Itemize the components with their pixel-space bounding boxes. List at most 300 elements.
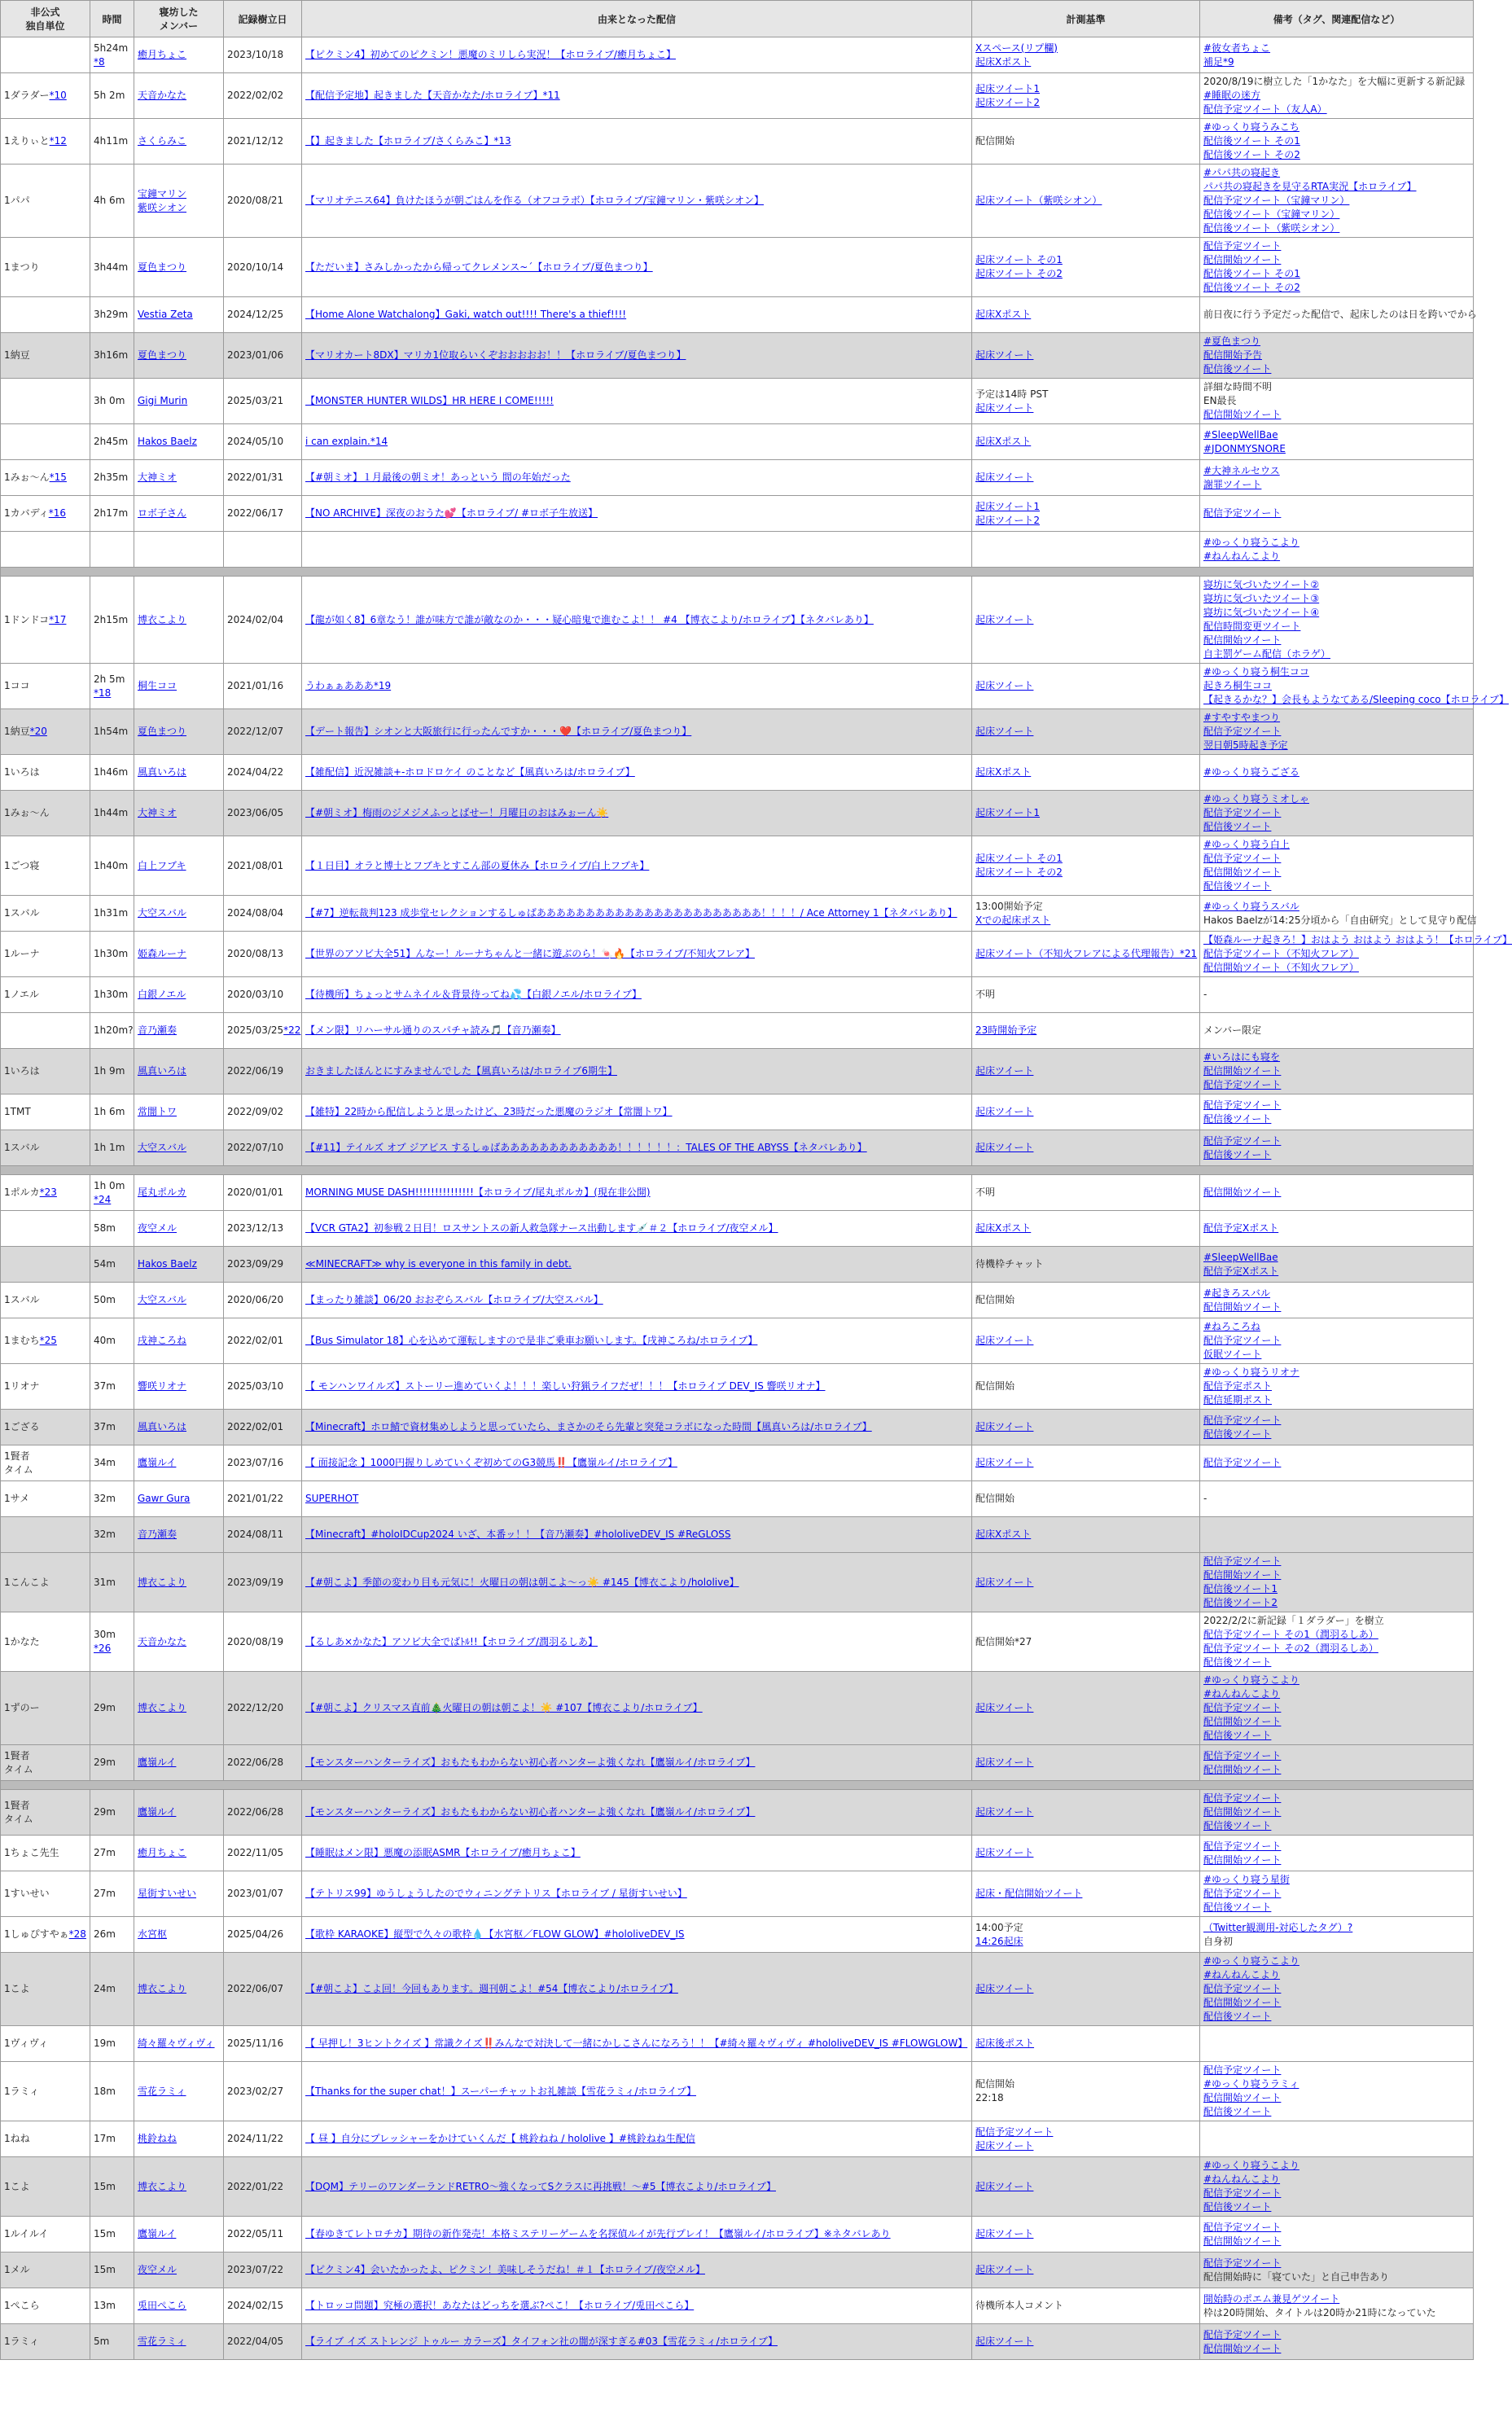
member-link[interactable]: 風真いろは <box>138 1421 187 1432</box>
stream-link[interactable]: 【ピクミン4】初めてのピクミン！悪魔のミリしら実況！【ホロライブ/癒月ちょこ】 <box>305 49 676 60</box>
notes-link[interactable]: 開始時のポエム兼見ゲツイート <box>1203 2292 1340 2305</box>
basis-link[interactable]: 起床ツイート <box>975 1983 1034 1994</box>
notes-link[interactable]: #ゆっくり寝うミオしゃ <box>1203 793 1309 805</box>
stream-link[interactable]: 【テトリス99】ゆうしょうしたのでウィニングテトリス【ホロライブ / 星街すいせい】 <box>305 1888 687 1899</box>
notes-link[interactable]: #ねんねんこより <box>1203 1688 1281 1700</box>
notes-link[interactable]: #起きろスバル <box>1203 1287 1271 1299</box>
notes-link[interactable]: 配信開始ツイート <box>1203 866 1282 878</box>
stream-link[interactable]: 【Bus Simulator 18】心を込めて運転しますので是非ご乗車お願いします。【戌神ころね/ホロライブ】 <box>305 1335 758 1346</box>
notes-link[interactable]: 配信開始ツイート <box>1203 1301 1282 1313</box>
notes-link[interactable]: 配信予定ツイート <box>1203 1749 1282 1761</box>
notes-link[interactable]: 配信延期ポスト <box>1203 1394 1273 1406</box>
stream-link[interactable]: 【るしあ×かなた】アソビ大全でばﾄﾙ!!【ホロライブ/潤羽るしあ】 <box>305 1635 598 1647</box>
notes-link[interactable]: 配信予定ツイート <box>1203 1792 1282 1804</box>
notes-link[interactable]: #彼女者ちょこ <box>1203 42 1271 54</box>
notes-link[interactable]: 配信予定ツイート <box>1203 1335 1282 1346</box>
notes-link[interactable]: 配信予定ツイート <box>1203 807 1282 818</box>
notes-link[interactable]: 配信予定ツイート（宝鐘マリン） <box>1203 195 1350 206</box>
notes-link[interactable]: #ゆっくり寝うこより <box>1203 1674 1299 1686</box>
basis-link[interactable]: 起床ツイート その1 <box>975 853 1063 864</box>
notes-link[interactable]: #ゆっくり寝うこより <box>1203 1955 1299 1967</box>
notes-link[interactable]: #JDONMYSNORE <box>1203 442 1286 454</box>
notes-link[interactable]: 配信予定ツイート <box>1203 1983 1282 1994</box>
member-link[interactable]: 夏色まつり <box>138 349 187 361</box>
basis-link[interactable]: 起床ツイート（紫咲シオン） <box>975 195 1102 206</box>
notes-link[interactable]: 配信予定ツイート <box>1203 1888 1282 1899</box>
member-link[interactable]: 桃鈴ねね <box>138 2133 177 2144</box>
notes-link[interactable]: 配信予定ツイート <box>1203 1079 1282 1090</box>
notes-link[interactable]: 配信開始ツイート <box>1203 634 1282 646</box>
member-link[interactable]: 癒月ちょこ <box>138 1847 187 1858</box>
footnote-link[interactable]: *10 <box>49 90 67 101</box>
member-link[interactable]: 紫咲シオン <box>138 201 187 213</box>
stream-link[interactable]: 【マリオカート8DX】マリカ1位取らいくぞおおおおお！！【ホロライブ/夏色まつり】 <box>305 349 686 361</box>
member-link[interactable]: 雪花ラミィ <box>138 2085 186 2097</box>
basis-link[interactable]: 起床ツイート <box>975 2336 1034 2347</box>
notes-link[interactable]: 配信予定ツイート <box>1203 2221 1282 2233</box>
notes-link[interactable]: #夏色まつり <box>1203 336 1261 347</box>
cell-member <box>134 1481 224 1517</box>
stream-link[interactable]: 【世界のアソビ大全51】んなー！ルーナちゃんと一緒に遊ぶのら！🍬🔥【ホロライブ/不知火フレア】 <box>305 948 755 959</box>
stream-link[interactable]: 【】起きました【ホロライブ/さくらみこ】*13 <box>305 135 511 147</box>
notes-link[interactable]: 配信予定ツイート（不知火フレア） <box>1203 948 1359 959</box>
stream-link[interactable]: 【Minecraft】#holoIDCup2024 いざ、本番ッ！！【音乃瀬奏】#hololiveDEV_IS #ReGLOSS <box>305 1529 731 1540</box>
notes-link[interactable]: 配信後ツイート <box>1203 2201 1272 2213</box>
notes-link[interactable]: 寝坊に気づいたツイート② <box>1203 579 1320 590</box>
basis-link[interactable]: 起床ツイート <box>975 1335 1034 1346</box>
stream-link[interactable]: おきましたほんとにすみませんでした【風真いろは/ホロライブ6期生】 <box>305 1065 617 1077</box>
basis-link[interactable]: 起床ツイート2 <box>975 96 1041 108</box>
notes-link[interactable]: 配信予定Xポスト <box>1203 1265 1279 1277</box>
stream-link[interactable]: 【#朝こよ】季節の変わり目も元気に！火曜日の朝は朝こよ～っ☀️ #145【博衣こより/hololive】 <box>305 1576 739 1588</box>
notes-link[interactable]: 配信開始ツイート（不知火フレア） <box>1203 962 1359 973</box>
basis-link[interactable]: 配信予定ツイート <box>975 2125 1054 2138</box>
stream-link[interactable]: 【ただいま】さみしかったから帰ってクレメンス~´【ホロライブ/夏色まつり】 <box>305 261 653 273</box>
member-link[interactable]: 夜空メル <box>138 2264 177 2275</box>
cell-member <box>134 1871 224 1917</box>
notes-link[interactable]: 配信開始ツイート <box>1203 1569 1282 1581</box>
notes-link[interactable]: #大神ネルセウス <box>1203 464 1280 476</box>
stream-link[interactable]: 【雑特】22時から配信しようと思ったけど、23時だった悪魔のラジオ【常闇トワ】 <box>305 1106 673 1117</box>
notes-link[interactable]: 配信後ツイート <box>1203 1902 1272 1913</box>
member-link[interactable]: 星街すいせい <box>138 1888 197 1899</box>
notes-link[interactable]: 配信後ツイート <box>1203 1112 1272 1125</box>
basis-link[interactable]: 起床ツイート その1 <box>975 254 1063 265</box>
notes-link[interactable]: 配信予定ツイート <box>1203 1457 1282 1468</box>
member-link[interactable]: 天音かなた <box>138 1635 187 1647</box>
notes-link[interactable]: 配信予定ツイート <box>1203 726 1282 737</box>
notes-link[interactable]: 配信予定ツイート <box>1203 2257 1282 2269</box>
notes-link[interactable]: 配信後ツイート <box>1203 1820 1272 1831</box>
member-link[interactable]: Gawr Gura <box>138 1493 191 1504</box>
member-link[interactable]: 綺々羅々ヴィヴィ <box>138 2038 215 2049</box>
stream-link[interactable]: 【まったり雑談】06/20 おおぞらスバル【ホロライブ/大空スバル】 <box>305 1294 603 1305</box>
notes-link[interactable]: 配信後ツイート その2 <box>1203 282 1300 293</box>
stream-link[interactable]: 【VCR GTA2】初参戦２日目！ロスサントスの新人救急隊ナース出動します💉＃２【ホロライブ/夜空メル】 <box>305 1222 778 1234</box>
notes-link[interactable]: #ゆっくり寝うスバル <box>1203 900 1299 912</box>
member-link[interactable]: 鷹嶺ルイ <box>138 2228 177 2239</box>
stream-link[interactable]: 【ライブ イズ ストレンジ トゥルー カラーズ】タイフォン社の闇が深すぎる#03【雪花ラミィ/ホロライブ】 <box>305 2336 778 2347</box>
cell-member <box>134 1953 224 2026</box>
footnote-link[interactable]: *12 <box>49 135 67 147</box>
stream-link[interactable]: 【 早押し！3ヒントクイズ 】常識クイズ‼️みんなで対決して一緒にかしこさんになろう！！【#綺々羅々ヴィヴィ #hololiveDEV_IS #FLOWGLOW】 <box>305 2038 968 2049</box>
basis-link[interactable]: 23時開始予定 <box>975 1024 1037 1036</box>
notes-link[interactable]: #ゆっくり寝うこより <box>1203 536 1299 548</box>
footnote-link[interactable]: *24 <box>94 1193 112 1205</box>
notes-link[interactable]: 配信時間変更ツイート <box>1203 621 1301 632</box>
stream-link[interactable]: 【#朝ミオ】１月最後の朝ミオ！あっという 間の年始だった <box>305 472 571 483</box>
basis-link[interactable]: 起床ツイート <box>975 1806 1034 1818</box>
notes-link[interactable]: #ねんねんこより <box>1203 550 1281 562</box>
notes-link[interactable]: 配信後ツイート その1 <box>1203 268 1300 279</box>
member-link[interactable]: 風真いろは <box>138 1065 187 1077</box>
cell-basis <box>972 1013 1200 1049</box>
stream-link[interactable]: ≪MINECRAFT≫ why is everyone in this family in debt. <box>305 1258 572 1270</box>
member-link[interactable]: 戌神ころね <box>138 1335 187 1346</box>
notes-link[interactable]: （Twitter観測用-対応したタグ）? <box>1203 1921 1353 1933</box>
stream-link[interactable]: 【MONSTER HUNTER WILDS】HR HERE I COME!!!!! <box>305 395 554 406</box>
basis-link[interactable]: 起床Xポスト <box>975 55 1032 68</box>
member-link[interactable]: 癒月ちょこ <box>138 49 187 60</box>
notes-link[interactable]: 配信予定ツイート <box>1203 1099 1282 1111</box>
cell-notes <box>1200 1247 1474 1283</box>
basis-link[interactable]: 起床ツイート <box>975 472 1034 483</box>
member-link[interactable]: 大神ミオ <box>138 807 177 818</box>
cell-member <box>134 297 224 333</box>
basis-link[interactable]: 起床ツイート その2 <box>975 268 1063 279</box>
stream-link[interactable]: 【#7】逆転裁判123 成歩堂セレクションするしゅばあああああああああああああああああああああああ！！！！/ Ace Attorney 1【ネタバレあり】 <box>305 907 958 919</box>
member-link[interactable]: 大空スバル <box>138 1294 187 1305</box>
notes-link[interactable]: 配信予定ツイート <box>1203 1840 1282 1852</box>
notes-link[interactable]: 配信開始予告 <box>1203 349 1263 361</box>
cell-time: 54m <box>90 1247 134 1283</box>
notes-link[interactable]: 翌日朝5時起き予定 <box>1203 739 1288 751</box>
notes-link[interactable]: #ゆっくり寝うござる <box>1203 766 1299 778</box>
stream-link[interactable]: 【睡眠はメン限】悪魔の添眠ASMR【ホロライブ/癒月ちょこ】 <box>305 1847 581 1858</box>
stream-link[interactable]: 【雑配信】近況雑談+-ホロドロケイ のことなど【風真いろは/ホロライブ】 <box>305 766 635 778</box>
stream-link[interactable]: 【モンスターハンターライズ】おもたもわからない初心者ハンターよ強くなれ【鷹嶺ルイ/ホロライブ】 <box>305 1757 756 1768</box>
stream-link[interactable]: i can explain.*14 <box>305 436 388 447</box>
stream-link[interactable]: 【 モンハンワイルズ】ストーリー進めていくよ！！！楽しい狩猟ライフだぜ！！！【ホロライブ DEV_IS 響咲リオナ】 <box>305 1380 826 1392</box>
stream-link[interactable]: 【メン限】リハーサル通りのスパチャ読み🎵【音乃瀬奏】 <box>305 1024 561 1036</box>
member-link[interactable]: 天音かなた <box>138 90 187 101</box>
stream-link[interactable]: 【歌枠 KARAOKE】縦型で久々の歌枠💧【水宮枢／FLOW GLOW】#hololiveDEV_IS <box>305 1928 685 1940</box>
stream-link[interactable]: 【NO ARCHIVE】深夜のおうた💕【ホロライブ/ #ロボ子生放送】 <box>305 507 598 519</box>
notes-link[interactable]: 配信後ツイート2 <box>1203 1597 1278 1608</box>
notes-link[interactable]: 配信後ツイート その2 <box>1203 149 1300 160</box>
notes-link[interactable]: 配信後ツイート <box>1203 880 1272 892</box>
notes-link[interactable]: 配信後ツイート <box>1203 2106 1272 2117</box>
cell-stream <box>302 1318 972 1364</box>
cell-time: 1h 9m <box>90 1049 134 1094</box>
stream-link[interactable]: 【トロッコ問題】究極の選択！あなたはどっちを選ぶ?ぺこ！【ホロライブ/兎田ぺこら】 <box>305 2300 695 2311</box>
basis-link[interactable]: 起床ツイート <box>975 2264 1034 2275</box>
footnote-link[interactable]: *22 <box>283 1024 301 1036</box>
stream-link[interactable]: MORNING MUSE DASH!!!!!!!!!!!!!!!【ホロライブ/尾丸ポルカ】(現在非公開) <box>305 1187 651 1198</box>
member-link[interactable]: 鷹嶺ルイ <box>138 1457 177 1468</box>
member-link[interactable]: 白上フブキ <box>138 859 186 871</box>
stream-link[interactable]: 【#11】テイルズ オブ ジアビス するしゅばああああああああああああ！！！！！！：TALES OF THE ABYSS【ネタバレあり】 <box>305 1142 867 1153</box>
footnote-link[interactable]: *18 <box>94 686 112 699</box>
notes-link[interactable]: 配信開始ツイート <box>1203 409 1282 420</box>
stream-link[interactable]: 【 昼 】自分にプレッシャーをかけていくんだ【 桃鈴ねね / hololive 】#桃鈴ねね生配信 <box>305 2133 695 2144</box>
cell-time: 32m <box>90 1481 134 1517</box>
notes-link[interactable]: 【起きるかな？】会長もようなてある/Sleeping coco【ホロライブ】 <box>1203 694 1510 705</box>
notes-link[interactable]: #ゆっくり寝う桐生ココ <box>1203 666 1309 678</box>
basis-link[interactable]: 起床ツイート <box>975 349 1034 361</box>
stream-link[interactable]: 【春ゆきてレトロチカ】期待の新作発売！本格ミステリーゲームを名探偵ルイが先行プレイ！【鷹嶺ルイ/ホロライブ】※ネタバレあり <box>305 2228 891 2239</box>
footnote-link[interactable]: *8 <box>94 55 105 68</box>
basis-link[interactable]: 起床ツイート2 <box>975 514 1041 526</box>
basis-link[interactable]: 起床Xポスト <box>975 1529 1032 1540</box>
member-link[interactable]: 雪花ラミィ <box>138 2336 186 2347</box>
stream-link[interactable]: 【龍が如く8】6章なう！誰が味方で誰が敵なのか・・・疑心暗鬼で進むこよ！！ #4 【博衣こより/ホロライブ】【ネタバレあり】 <box>305 613 874 625</box>
basis-link[interactable]: 起床ツイート <box>975 401 1034 414</box>
member-link[interactable]: 夏色まつり <box>138 726 187 737</box>
basis-link[interactable]: 起床ツイート <box>975 1847 1034 1858</box>
notes-link[interactable]: 起きろ桐生ココ <box>1203 680 1273 691</box>
cell-basis <box>972 37 1200 73</box>
notes-link[interactable]: 配信予定ツイート <box>1203 240 1282 252</box>
member-link[interactable]: 桐生ココ <box>138 680 177 691</box>
cell-date: 2025/03/10 <box>224 1364 302 1410</box>
footnote-link[interactable]: *25 <box>39 1335 57 1346</box>
basis-link[interactable]: 起床ツイート <box>975 1702 1034 1713</box>
basis-link[interactable]: 起床・配信開始ツイート <box>975 1888 1083 1899</box>
notes-link[interactable]: 配信開始ツイート <box>1203 2342 1282 2354</box>
member-link[interactable]: 博衣こより <box>138 1576 187 1588</box>
cell-unit: 1しゅぴすやぁ*28 <box>1 1917 90 1953</box>
stream-link[interactable]: SUPERHOT <box>305 1493 359 1504</box>
basis-link[interactable]: 起床ツイート <box>975 726 1034 737</box>
table-row <box>1 379 1474 424</box>
stream-link[interactable]: 【Home Alone Watchalong】Gaki, watch out!!!! There's a thief!!!! <box>305 309 627 320</box>
notes-link[interactable]: 寝坊に気づいたツイート④ <box>1203 607 1320 618</box>
notes-link[interactable]: 配信後ツイート <box>1203 1148 1272 1160</box>
notes-link[interactable]: 配信後ツイート <box>1203 1730 1272 1741</box>
basis-link[interactable]: 起床ツイート <box>975 1106 1034 1117</box>
notes-link[interactable]: 自主罰ゲーム配信（ホラゲ） <box>1203 648 1331 660</box>
notes-link[interactable]: 補足*9 <box>1203 55 1234 68</box>
stream-link[interactable]: 【１日目】オラと博士とフブキとすこん部の夏休み【ホロライブ/白上フブキ】 <box>305 859 650 871</box>
notes-link[interactable]: 配信後ツイート <box>1203 363 1272 375</box>
notes-link[interactable]: パパ共の寝起きを見守るRTA実況【ホロライブ】 <box>1203 181 1417 192</box>
member-link[interactable]: 姫森ルーナ <box>138 948 187 959</box>
notes-link[interactable]: 配信予定ツイート <box>1203 2187 1282 2199</box>
notes-link[interactable]: 配信予定Xポスト <box>1203 1222 1279 1234</box>
member-link[interactable]: 響咲リオナ <box>138 1380 186 1392</box>
notes-link[interactable]: 配信予定ツイート <box>1203 1134 1282 1147</box>
notes-link[interactable]: 仮眠ツイート <box>1203 1349 1262 1360</box>
notes-link[interactable]: 配信開始ツイート <box>1203 1997 1282 2008</box>
notes-link[interactable]: 配信後ツイート <box>1203 2011 1272 2022</box>
basis-link[interactable]: 起床ツイート その2 <box>975 866 1063 878</box>
basis-link[interactable]: 起床ツイート（不知火フレアによる代理報告）*21 <box>975 948 1198 959</box>
footnote-link[interactable]: *17 <box>49 613 67 625</box>
member-link[interactable]: Vestia Zeta <box>138 309 193 320</box>
footnote-link[interactable]: *28 <box>68 1928 86 1940</box>
notes-link[interactable]: #ゆっくり寝うこより <box>1203 2160 1299 2171</box>
footnote-link[interactable]: *20 <box>29 726 47 737</box>
notes-link[interactable]: #ゆっくり寝うラミィ <box>1203 2078 1299 2090</box>
cell-time: 1h31m <box>90 896 134 932</box>
notes-link[interactable]: 配信後ツイート <box>1203 1656 1272 1668</box>
basis-link[interactable]: 起床ツイート <box>975 1757 1034 1768</box>
notes-link[interactable]: 謝罪ツイート <box>1203 478 1262 490</box>
notes-link[interactable]: 配信開始ツイート <box>1203 1853 1282 1866</box>
notes-link[interactable]: 配信予定ツイート <box>1203 2328 1282 2340</box>
notes-link[interactable]: 配信後ツイート（宝鐘マリン） <box>1203 208 1340 220</box>
notes-link[interactable]: #ゆっくり寝うみこち <box>1203 121 1299 133</box>
member-link[interactable]: 音乃瀬奏 <box>138 1024 177 1036</box>
notes-link[interactable]: 配信開始ツイート <box>1203 1187 1282 1198</box>
member-link[interactable]: 風真いろは <box>138 766 187 778</box>
notes-link[interactable]: #ゆっくり寝うリオナ <box>1203 1366 1299 1378</box>
footnote-link[interactable]: *15 <box>49 472 67 483</box>
member-link[interactable]: Gigi Murin <box>138 395 188 406</box>
member-link[interactable]: 夜空メル <box>138 1222 177 1234</box>
member-link[interactable]: Hakos Baelz <box>138 1258 197 1270</box>
notes-link[interactable]: 配信予定ツイート <box>1203 1702 1282 1713</box>
notes-link[interactable]: #睡眠の迷方 <box>1203 90 1261 101</box>
notes-link[interactable]: 配信開始ツイート <box>1203 2235 1282 2247</box>
member-link[interactable]: 夏色まつり <box>138 261 187 273</box>
member-link[interactable]: 大空スバル <box>138 907 187 919</box>
notes-link[interactable]: #ねんねんこより <box>1203 1969 1281 1981</box>
member-link[interactable]: 白銀ノエル <box>138 989 186 1000</box>
stream-link[interactable]: 【待機所】ちょっとサムネイル＆背景待ってね💦【白銀ノエル/ホロライブ】 <box>305 989 642 1000</box>
basis-link[interactable]: 起床Xポスト <box>975 436 1032 447</box>
member-link[interactable]: 宝鐘マリン <box>138 187 187 200</box>
stream-link[interactable]: 【DQM】テリーのワンダーランドRETRO～強くなってSクラスに再挑戦！～#5【博衣こより/ホロライブ】 <box>305 2180 776 2192</box>
basis-link[interactable]: 起床Xポスト <box>975 766 1032 778</box>
stream-link[interactable]: 【配信予定地】起きました【天音かなた/ホロライブ】*11 <box>305 90 560 101</box>
cell-stream <box>302 709 972 755</box>
member-link[interactable]: 尾丸ポルカ <box>138 1187 187 1198</box>
notes-link[interactable]: 寝坊に気づいたツイート③ <box>1203 593 1320 604</box>
member-link[interactable]: 鷹嶺ルイ <box>138 1806 177 1818</box>
stream-link[interactable]: 【モンスターハンターライズ】おもたもわからない初心者ハンターよ強くなれ【鷹嶺ルイ/ホロライブ】 <box>305 1806 756 1818</box>
stream-link[interactable]: 【Minecraft】ホロ鯖で資材集めしようと思っていたら、まさかのそら先輩と突発コラボになった時間【風真いろは/ホロライブ】 <box>305 1421 872 1432</box>
notes-link[interactable]: 配信後ツイート <box>1203 1428 1272 1440</box>
basis-link[interactable]: 起床ツイート <box>975 1576 1034 1588</box>
member-link[interactable]: Hakos Baelz <box>138 436 197 447</box>
notes-link[interactable]: 配信後ツイート その1 <box>1203 135 1300 147</box>
basis-link[interactable]: 起床ツイート <box>975 2228 1034 2239</box>
notes-link[interactable]: #ねんねんこより <box>1203 2174 1281 2185</box>
footnote-link[interactable]: *23 <box>39 1187 57 1198</box>
member-link[interactable]: 常闇トワ <box>138 1106 177 1117</box>
notes-link[interactable]: 配信後ツイート1 <box>1203 1583 1278 1595</box>
member-link[interactable]: 博衣こより <box>138 2180 187 2192</box>
notes-link[interactable]: #いろはにも寝を <box>1203 1051 1281 1063</box>
footnote-link[interactable]: *26 <box>94 1643 112 1654</box>
cell-unit: 1ラミィ <box>1 2324 90 2360</box>
notes-link[interactable]: 配信開始ツイート <box>1203 2092 1282 2103</box>
notes-link[interactable]: 配信予定ツイート <box>1203 1414 1282 1426</box>
member-link[interactable]: 大神ミオ <box>138 472 177 483</box>
basis-link[interactable]: 起床ツイート <box>975 613 1034 625</box>
notes-link[interactable]: 配信予定ツイート <box>1203 2064 1282 2076</box>
basis-link[interactable]: 起床ツイート <box>975 2180 1034 2192</box>
basis-link[interactable]: 起床ツイート <box>975 1065 1034 1077</box>
member-link[interactable]: 博衣こより <box>138 613 187 625</box>
basis-link[interactable]: 起床ツイート <box>975 1421 1034 1432</box>
notes-link[interactable]: 配信予定ツイート その2（潤羽るしあ） <box>1203 1643 1378 1654</box>
basis-link[interactable]: 起床ツイート1 <box>975 500 1041 512</box>
member-link[interactable]: 大空スバル <box>138 1142 187 1153</box>
notes-link[interactable]: #ねろころね <box>1203 1321 1261 1332</box>
table-row <box>1 460 1474 496</box>
notes-link[interactable]: 配信開始ツイート <box>1203 254 1282 265</box>
member-link[interactable]: 博衣こより <box>138 1983 187 1994</box>
basis-link[interactable]: 起床ツイート1 <box>975 82 1041 94</box>
member-link[interactable]: 鷹嶺ルイ <box>138 1757 177 1768</box>
basis-link[interactable]: 起床ツイート <box>975 2139 1034 2152</box>
stream-link[interactable]: 【Thanks for the super chat！】スーパーチャットお礼雑談【雪花ラミィ/ホロライブ】 <box>305 2085 697 2097</box>
notes-link[interactable]: 配信後ツイート（紫咲シオン） <box>1203 222 1340 234</box>
stream-link[interactable]: 【 面接記念 】1000円握りしめていくぞ初めてのG3競馬‼️【鷹嶺ルイ/ホロライブ】 <box>305 1457 677 1468</box>
notes-link[interactable]: 配信予定ツイート その1（潤羽るしあ） <box>1203 1629 1378 1640</box>
basis-link[interactable]: 起床ツイート1 <box>975 807 1041 818</box>
stream-link[interactable]: 【#朝こよ】クリスマス直前🎄火曜日の朝は朝こよ！☀️ #107【博衣こより/ホロライブ】 <box>305 1702 703 1713</box>
stream-link[interactable]: 【ピクミン4】会いたかったよ、ピクミン！美味しそうだね！＃１【ホロライブ/夜空メル】 <box>305 2264 705 2275</box>
stream-link[interactable]: 【デート報告】シオンと大阪旅行に行ったんですか・・・❤️【ホロライブ/夏色まつり】 <box>305 726 692 737</box>
stream-link[interactable]: 【#朝ミオ】梅雨のジメジメふっとばせー！月曜日のおはみぉーん☀️ <box>305 807 609 818</box>
member-link[interactable]: さくらみこ <box>138 135 187 147</box>
notes-link[interactable]: 配信予定ポスト <box>1203 1380 1273 1392</box>
notes-link[interactable]: 配信予定ツイート <box>1203 853 1282 864</box>
notes-link[interactable]: #パパ共の寝起き <box>1203 167 1281 178</box>
notes-link[interactable]: 配信開始ツイート <box>1203 1806 1282 1818</box>
basis-link[interactable]: 起床ツイート <box>975 1457 1034 1468</box>
stream-link[interactable]: うわぁぁあああ*19 <box>305 680 392 691</box>
basis-link[interactable]: Xスペース(リプ欄) <box>975 42 1058 54</box>
notes-link[interactable]: 【姫森ルーナ起きろ！】おはよう おはよう おはよう！【ホロライブ】 <box>1203 934 1512 945</box>
basis-link[interactable]: 起床ツイート <box>975 680 1034 691</box>
notes-link[interactable]: #ゆっくり寝う星街 <box>1203 1874 1290 1885</box>
notes-link[interactable]: 配信後ツイート <box>1203 821 1272 832</box>
notes-link[interactable]: 配信予定ツイート（友人A） <box>1203 103 1327 115</box>
notes-link[interactable]: 配信開始ツイート <box>1203 1716 1282 1727</box>
notes-link[interactable]: 配信予定ツイート <box>1203 1555 1282 1567</box>
basis-link[interactable]: 起床後ポスト <box>975 2038 1035 2049</box>
cell-stream <box>302 1612 972 1672</box>
notes-link[interactable]: #すやすやまつり <box>1203 712 1281 723</box>
member-link[interactable]: 博衣こより <box>138 1702 187 1713</box>
basis-link[interactable]: 起床Xポスト <box>975 1222 1032 1234</box>
stream-link[interactable]: 【#朝こよ】こよ回！今回もあります。週刊朝こよ！#54【博衣こより/ホロライブ】 <box>305 1983 678 1994</box>
footnote-link[interactable]: *16 <box>48 507 66 519</box>
member-link[interactable]: 水宮枢 <box>138 1928 168 1940</box>
stream-link[interactable]: 【マリオテニス64】負けたほうが朝ごはんを作る（オフコラボ）【ホロライブ/宝鐘マリン・紫咲シオン】 <box>305 195 765 206</box>
member-link[interactable]: 兎田ぺこら <box>138 2300 187 2311</box>
basis-link[interactable]: Xでの起床ポスト <box>975 914 1051 926</box>
notes-link[interactable]: 配信開始ツイート <box>1203 1763 1282 1775</box>
notes-link[interactable]: #SleepWellBae <box>1203 1251 1278 1263</box>
basis-link[interactable]: 起床ツイート <box>975 1142 1034 1153</box>
cell-date: 2025/11/16 <box>224 2026 302 2062</box>
member-link[interactable]: ロボ子さん <box>138 507 187 519</box>
notes-link[interactable]: 配信開始ツイート <box>1203 1065 1282 1077</box>
notes-link[interactable]: 配信予定ツイート <box>1203 507 1282 519</box>
basis-link[interactable]: 起床Xポスト <box>975 309 1032 320</box>
notes-link[interactable]: #SleepWellBae <box>1203 428 1278 441</box>
member-link[interactable]: 音乃瀬奏 <box>138 1529 177 1540</box>
cell-member <box>134 755 224 791</box>
basis-link[interactable]: 14:26起床 <box>975 1935 1023 1947</box>
notes-link[interactable]: #ゆっくり寝う白上 <box>1203 839 1290 850</box>
